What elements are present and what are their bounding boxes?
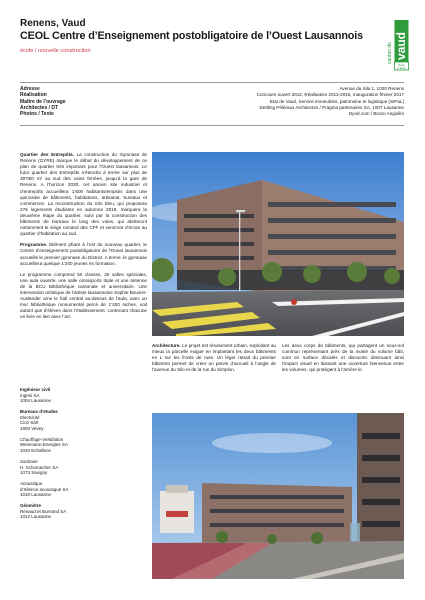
credit-sub-cvc: Chauffage-Ventilation [20, 436, 64, 442]
info-label-photos: Photos / Texte [20, 111, 54, 118]
credit-line: 1800 Vevey [20, 425, 44, 431]
credit-line: Weinmann-Energies SA [20, 442, 68, 448]
info-value-owner: Etat de Vaud, Service immeubles, patrimoine et logistique (SIPaL) [269, 98, 404, 104]
article-column-middle [152, 343, 276, 373]
credit-sub-sanitaire: Sanitaire [20, 458, 38, 464]
credit-line: 1012 Lausanne [20, 514, 52, 520]
page-title: CEOL Centre d’Enseignement postobligatoire de l’Ouest Lausannois [20, 30, 363, 42]
divider [20, 125, 404, 126]
credit-line: H. Schumacher SA [20, 464, 59, 470]
credit-heading-bureaux: Bureaux d’études [20, 409, 58, 415]
credits [20, 387, 140, 520]
credit-sub-acoustique: Acoustique [20, 481, 43, 487]
paragraph-programme [20, 242, 147, 266]
logo-text-3: liberté [398, 64, 405, 67]
credit-line: 1010 Lausanne [20, 492, 52, 498]
paragraph-quartier [20, 152, 147, 237]
text-architecture: Le projet est résolument urbain, exploitant au mieux la parcelle exiguë en implantant les deux bâtiments en L sur les fronts de rues. Un léger retrait du premier bâtiment permet de créer un parvis d’accueil à l’angle de l’avenue du Silo et de la rue du Simplon. [152, 343, 276, 373]
divider [20, 82, 404, 83]
credit-line: 1040 Echallens [20, 447, 51, 453]
lead-programme: Programme. [20, 242, 48, 248]
info-label-owner: Maître de l’ouvrage [20, 98, 66, 105]
text-quartier: La construction du Gymnase de Renens (GYRE) marque le début du développement de ce plan de quartier très important pour l’Ouest lausannois. Le futur quartier des Entrepôts s’étendra à terme sur plus de 30’000 m² au sud des voies ferrées, jusqu’à la gare de Renens. A l’horizon 2020, cet ancien site industriel et d’entrepôts accueillera 1’600 habitants/emplois dans une quinzaine de bâtiments, habitations, artisanat, bureaux et commerces. La reconstruction du Silo bleu, qui proposera 276 logements étudiants en automne 2018, marquera la deuxième étape du quartier, suivi par la construction des bâtiments de bureaux le long des voies, qui abriteront notamment le siège romand des CFF et serviront d’écran au quartier d’habitation au sud. [20, 152, 147, 237]
lead-architecture: Architecture. [152, 343, 181, 348]
credit-line: Ingeni SA [20, 392, 40, 398]
logo-text-1: canton de [387, 42, 393, 64]
paragraph-programme-detail: Le programme comprend 50 classes, 20 salles spéciales, une aula ouverte, une salle omnisports triple et une antenne de la BCU Bibliothèque cantonale et universitaire. Une intervention artistique de l’artiste lausannoise Sophie Bouvier-Ausländer orne le hall central au-dessus de l’aula, avec un mur bibliothèque monumental percé de 1’200 niches, soit autant que d’élèves dans l’établissement, contenant chacune un livre en lien avec l’art. [20, 271, 147, 320]
info-label-architects: Architectes / DT [20, 104, 59, 111]
credit-heading-engineer: Ingénieur civil [20, 387, 51, 392]
text-programme: Elément phare à l’est du nouveau quartier, le Centre d’enseignement postobligatoire de l’Ouest lausannois accueille le premier gymnase du District. A terme, le gymnase accueillera quelque 1’200 jeunes en formation. [20, 242, 147, 266]
credit-heading-geometre: Géomètre [20, 503, 42, 509]
info-label-address: Adresse [20, 86, 40, 92]
credit-sub-electricite: Electricité [20, 414, 40, 420]
logo-text-2: vaud [394, 31, 408, 60]
credit-line: 1073 Savigny [20, 470, 48, 476]
project-type: école / nouvelle construction [20, 48, 91, 54]
photo-building-courtyard [152, 413, 404, 579]
canton-de-vaud-logo [383, 16, 409, 76]
logo-text-4: et patrie [397, 67, 406, 70]
article-column-right: Les deux corps de bâtiments, qui partagent un sous-sol commun représentant près de la moitié du volume bâti, sont en surface décalés et dissociés diminuant ainsi l’impact visuel en laissant une ouverture bienvenue entre les volumes, qui protègent à l’arrière le [282, 343, 404, 373]
lead-quartier: Quartier des Entrepôts. [20, 152, 75, 157]
info-label-realisation: Réalisation [20, 92, 47, 99]
photo-building-street [152, 152, 404, 336]
article-column-left [20, 152, 147, 320]
credit-line: 1004 Lausanne [20, 398, 52, 404]
info-value-architects: Dettling Péléraux Architectes / Pragma partenaires SA, 1007 Lausanne [259, 104, 404, 110]
info-value-photos: Dyod.com / Bruno Angiolini [348, 111, 404, 117]
info-value-realisation: Concours ouvert 2012, Réalisation 2013-2016, Inauguration février 2017 [256, 92, 404, 98]
project-location: Renens, Vaud [20, 18, 86, 29]
credit-line: Renaud et Burnand SA [20, 508, 67, 514]
credit-line: Cicé Sàrl [20, 420, 39, 426]
info-value-address: Avenue du Silo 1, 1020 Renens [339, 86, 404, 91]
credit-line: d’Silence acoustique SA [20, 486, 69, 492]
